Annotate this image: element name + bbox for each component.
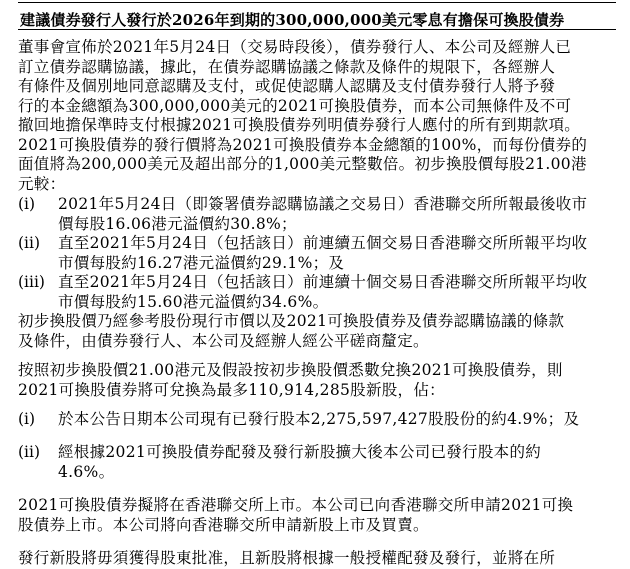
text-line: 董事會宣佈於2021年5月24日（交易時段後），債券發行人、本公司及經辦人已	[18, 38, 572, 56]
text-line: 2021年5月24日（即簽署債券認購協議之交易日）香港聯交所所報最後收市	[58, 195, 588, 213]
text-line: 元較：	[18, 174, 66, 193]
text-line: 於本公告日期本公司現有已發行股本2,275,597,427股股份的約4.9%；及	[58, 410, 580, 428]
paragraph-listing	[18, 496, 618, 535]
paragraph-shareholder-approval	[18, 549, 618, 569]
text-line: 發行新股將毋須獲得股東批准，且新股將根據一般授權配發及發行，並將在所	[18, 549, 556, 567]
text-line: 4.6%。	[58, 462, 115, 481]
text-line: 有條件及個別地同意認購及支付，或促使認購人認購及支付債券發行人將予發	[18, 77, 556, 95]
text-line: 2021可換股債券的發行價將為2021可換股債券本金總額的100%，而每份債券的	[18, 135, 588, 154]
document-title: 建議債券發行人發行於2026年到期的300,000,000美元零息有擔保可換股債券	[20, 11, 565, 29]
title-bar	[18, 2, 616, 30]
text-line: 經根據2021可換股債券配發及發行新股擴大後本公司已發行股本的約	[58, 443, 542, 461]
text-line: 面值將為200,000美元及超出部分的1,000美元整數倍。初步換股價每股21.00港	[18, 155, 587, 173]
list-marker: (i)	[18, 195, 36, 213]
text-line: 2021可換股債券擬將在香港聯交所上市。本公司已向香港聯交所申請2021可換	[18, 496, 574, 514]
list-marker: (iii)	[18, 273, 45, 291]
text-line: 按照初步換股價21.00港元及假設按初步換股價悉數兌換2021可換股債券，則	[18, 361, 563, 379]
text-line: 直至2021年5月24日（包括該日）前連續十個交易日香港聯交所所報平均收	[58, 273, 588, 291]
text-line: 市價每股約16.27港元溢價約29.1%；及	[58, 253, 345, 272]
paragraph-conversion-shares	[18, 361, 618, 400]
paragraph-announcement-summary	[18, 38, 618, 194]
text-line: 初步換股價乃經參考股份現行市價以及2021可換股債券及債券認購協議的條款	[18, 312, 565, 330]
paragraph-conversion-price-basis	[18, 312, 618, 351]
text-line: 行的本金總額為300,000,000美元的2021可換股債券，而本公司無條件及不可	[18, 96, 572, 115]
text-line: 訂立債券認購協議，據此，在債券認購協議之條款及條件的規限下，各經辦人	[18, 57, 556, 76]
text-line: 價每股16.06港元溢價約30.8%；	[58, 214, 297, 233]
list-marker: (i)	[18, 410, 36, 428]
text-line: 市價每股約15.60港元溢價約34.6%。	[58, 292, 329, 311]
text-line: 撤回地擔保準時支付根據2021可換股債券列明債券發行人應付的所有到期款項。	[18, 116, 581, 134]
text-line: 及條件，由債券發行人、本公司及經辦人經公平磋商釐定。	[18, 331, 429, 350]
text-line: 股債券上市。本公司將向香港聯交所申請新股上市及買賣。	[18, 515, 429, 534]
text-line: 2021可換股債券將可兌換為最多110,914,285股新股，佔：	[18, 380, 445, 399]
text-line: 直至2021年5月24日（包括該日）前連續五個交易日香港聯交所所報平均收	[58, 234, 588, 252]
list-marker: (ii)	[18, 443, 41, 461]
list-marker: (ii)	[18, 234, 41, 252]
